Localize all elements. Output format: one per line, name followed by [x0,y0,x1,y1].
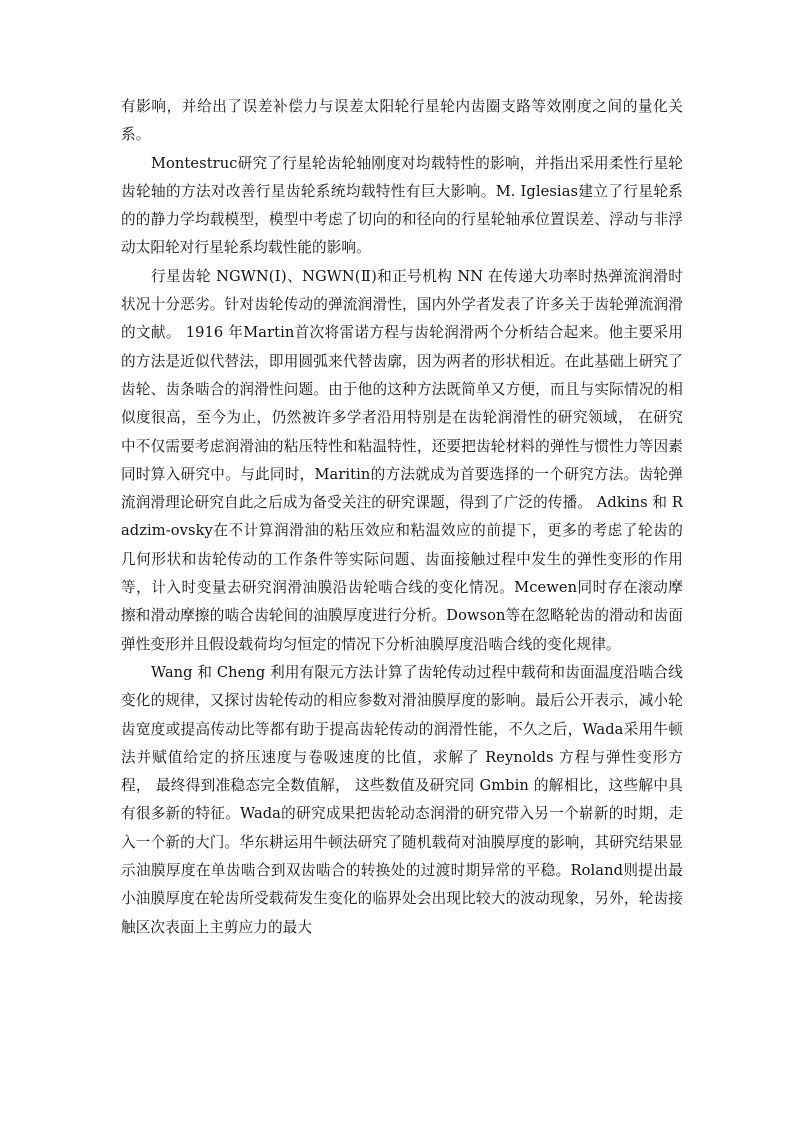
paragraph-4: Wang 和 Cheng 利用有限元方法计算了齿轮传动过程中载荷和齿面温度沿啮合线变化的规律，又探讨齿轮传动的相应参数对滑油膜厚度的影响。最后公开表示，减小轮齿宽度或提高传动比等都有助于提高齿轮传动的润滑性能，不久之后，Wada采用牛顿法并赋值给定的挤压速度与卷吸速度的比值，求解了 Reynolds 方程与弹性变形方程， 最终得到准稳态完全数值解， 这些数值及研究同 Gmbin 的解相比，这些解中具有很多新的特征。Wada的研究成果把齿轮动态润滑的研究带入另一个崭新的时期，走入一个新的大门。华东耕运用牛顿法研究了随机载荷对油膜厚度的影响，其研究结果显示油膜厚度在单齿啮合到双齿啮合的转换处的过渡时期异常的平稳。Roland则提出最小油膜厚度在轮齿所受载荷发生变化的临界处会出现比较大的波动现象，另外，轮齿接触区次表面上主剪应力的最大 [121,663,683,936]
paragraph-1: 有影响，并给出了误差补偿力与误差太阳轮行星轮内齿圈支路等效刚度之间的量化关系。 [121,98,683,144]
paragraph-2: Montestruc研究了行星轮齿轮轴刚度对均载特性的影响，并指出采用柔性行星轮齿轮轴的方法对改善行星齿轮系统均载特性有巨大影响。M. Iglesias建立了行星轮系的的静力学均载模型，模型中考虑了切向的和径向的行星轮轴承位置误差、浮动与非浮动太阳轮对行星轮系均载性能的影响。 [121,154,683,257]
paragraph-3: 行星齿轮 NGWN(Ⅰ)、NGWN(Ⅱ)和正号机构 NN 在传递大功率时热弹流润滑时状况十分恶劣。针对齿轮传动的弹流润滑性，国内外学者发表了许多关于齿轮弹流润滑的文献。 1916 年Martin首次将雷诺方程与齿轮润滑两个分析结合起来。他主要采用的方法是近似代替法，即用圆弧来代替齿廓，因为两者的形状相近。在此基础上研究了齿轮、齿条啮合的润滑性问题。由于他的这种方法既简单又方便，而且与实际情况的相似度很高，至今为止，仍然被许多学者沿用特别是在齿轮润滑性的研究领域， 在研究中不仅需要考虑润滑油的粘压特性和粘温特性，还要把齿轮材料的弹性与惯性力等因素同时算入研究中。与此同时，Maritin的方法就成为首要选择的一个研究方法。齿轮弹流润滑理论研究自此之后成为备受关注的研究课题，得到了广泛的传播。 Adkins 和 Radzim-ovsky在不计算润滑油的粘压效应和粘温效应的前提下，更多的考虑了轮齿的几何形状和齿轮传动的工作条件等实际问题、齿面接触过程中发生的弹性变形的作用等，计入时变量去研究润滑油膜沿齿轮啮合线的变化情况。Mcewen同时存在滚动摩擦和滑动摩擦的啮合齿轮间的油膜厚度进行分析。Dowson等在忽略轮齿的滑动和齿面弹性变形并且假设载荷均匀恒定的情况下分析油膜厚度沿啮合线的变化规律。 [121,267,683,653]
